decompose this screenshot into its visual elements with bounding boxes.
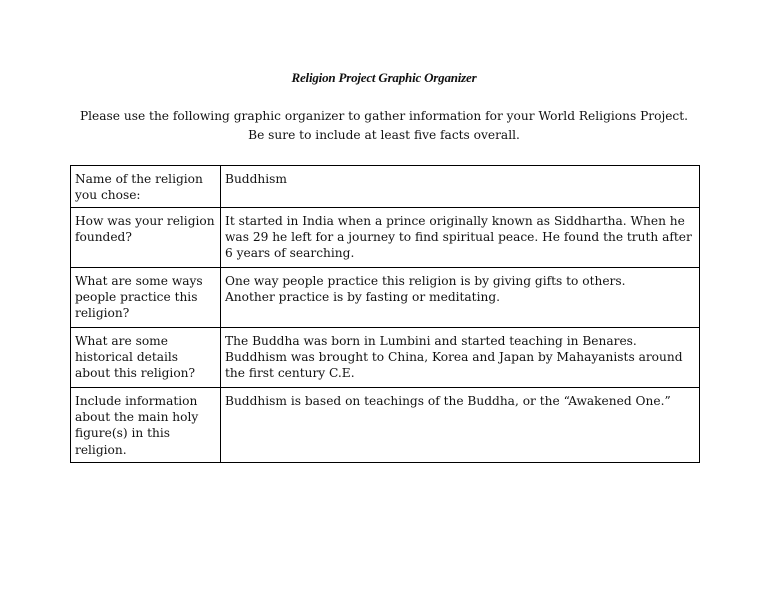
question-cell: Name of the religion you chose: [71,166,221,208]
question-cell: Include information about the main holy figure(s) in this religion. [71,388,221,463]
answer-cell [221,328,700,388]
answer-cell [221,208,700,268]
question-cell: What are some ways people practice this religion? [71,268,221,328]
table-row [71,208,700,268]
answer-line: Another practice is by fasting or meditating. [225,290,501,305]
question-cell: How was your religion founded? [71,208,221,268]
answer-cell [221,388,700,463]
answer-line: Buddhism is based on teachings of the Buddha, or the “Awakened One.” [225,394,671,408]
table-row [71,268,700,328]
document-title: Religion Project Graphic Organizer [291,70,477,85]
answer-line: Buddhism [225,172,287,186]
answer-line: One way people practice this religion is by giving gifts to others. [225,274,626,288]
table-row [71,328,700,388]
instructions-text: Please use the following graphic organizer to gather information for your World Religions Project. Be sure to include at least five facts overall. [79,109,689,142]
answer-cell [221,166,700,208]
answer-line: It started in India when a prince originally known as Siddhartha. When he was 29 he left for a journey to find spiritual peace. He found the truth after 6 years of searching. [225,214,692,261]
table-row [71,166,700,208]
graphic-organizer-table [70,165,700,463]
answer-line: The Buddha was born in Lumbini and started teaching in Benares. Buddhism was brought to China, Korea and Japan by Mahayanists around the first century C.E. [225,334,683,381]
answer-cell [221,268,700,328]
question-cell: What are some historical details about this religion? [71,328,221,388]
table-row [71,388,700,463]
